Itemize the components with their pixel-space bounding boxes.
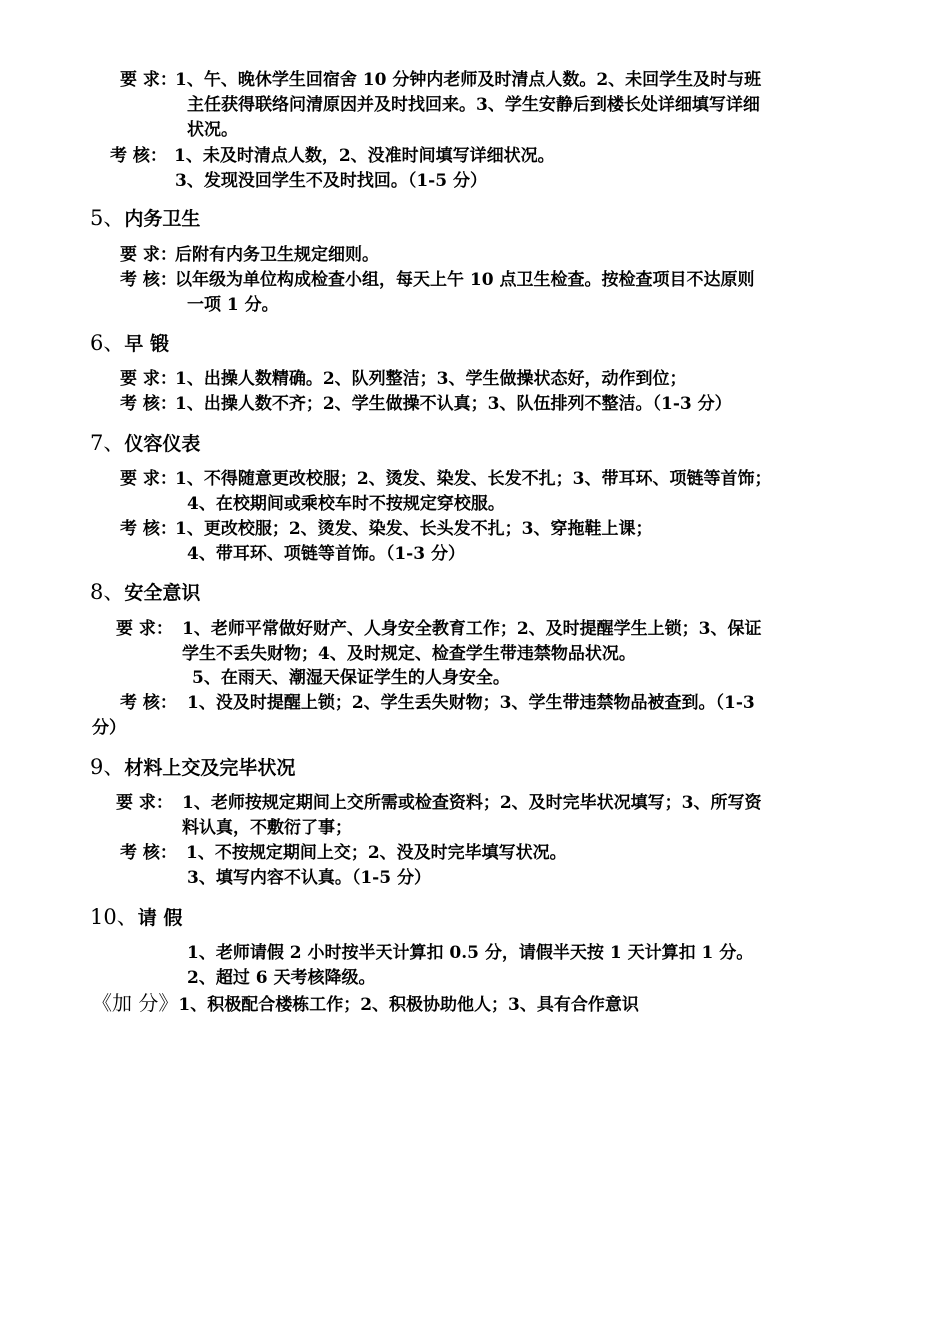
section-number: 7、 bbox=[90, 431, 125, 455]
assessment-text: 分） bbox=[92, 718, 126, 738]
requirement-line bbox=[120, 243, 379, 267]
assessment-text: 3、发现没回学生不及时找回。（1-5 分） bbox=[175, 171, 487, 191]
section-title: 材料上交及完毕状况 bbox=[124, 757, 296, 779]
requirement-text: 主任获得联络问清原因并及时找回来。3、学生安静后到楼长处详细填写详细 bbox=[187, 95, 760, 115]
assessment-line bbox=[120, 691, 755, 715]
requirement-label: 要 求： bbox=[116, 793, 173, 813]
requirement-text: 1、不得随意更改校服；2、烫发、染发、长发不扎；3、带耳环、项链等首饰； bbox=[175, 469, 772, 489]
bonus-text: 1、积极配合楼栋工作；2、积极协助他人；3、具有合作意识 bbox=[178, 995, 639, 1015]
assessment-text: 4、带耳环、项链等首饰。（1-3 分） bbox=[187, 544, 465, 564]
section-heading bbox=[90, 205, 200, 232]
requirement-text: 1、老师按规定期间上交所需或检查资料；2、及时完毕状况填写；3、所写资 bbox=[182, 793, 762, 813]
requirement-text: 料认真，不敷衍了事； bbox=[182, 818, 352, 838]
assessment-label: 考 核： bbox=[120, 394, 177, 414]
section-number: 10、 bbox=[90, 905, 138, 929]
assessment-text: 1、不按规定期间上交；2、没及时完毕填写状况。 bbox=[186, 843, 567, 863]
requirement-text: 5、在雨天、潮湿天保证学生的人身安全。 bbox=[192, 668, 510, 688]
assessment-line bbox=[120, 392, 732, 416]
bonus-label: 《加 分》 bbox=[92, 991, 179, 1015]
section-title: 早 锻 bbox=[124, 333, 169, 355]
requirement-text: 状况。 bbox=[187, 120, 238, 140]
section-heading bbox=[90, 754, 295, 781]
section-number: 9、 bbox=[90, 755, 125, 779]
requirement-line bbox=[116, 791, 761, 815]
assessment-line bbox=[120, 268, 755, 292]
assessment-text: 一项 1 分。 bbox=[187, 295, 279, 315]
requirement-label: 要 求： bbox=[120, 70, 177, 90]
requirement-text: 1、老师平常做好财产、人身安全教育工作；2、及时提醒学生上锁；3、保证 bbox=[182, 619, 762, 639]
requirement-line bbox=[120, 467, 771, 491]
requirement-text: 1、午、晚休学生回宿舍 10 分钟内老师及时清点人数。2、未回学生及时与班 bbox=[175, 70, 762, 90]
requirement-line bbox=[120, 367, 687, 391]
section-title: 仪容仪表 bbox=[124, 433, 201, 455]
assessment-line bbox=[120, 517, 653, 541]
assessment-label: 考 核： bbox=[120, 270, 177, 290]
section-heading bbox=[90, 330, 169, 357]
leave-rule: 1、老师请假 2 小时按半天计算扣 0.5 分，请假半天按 1 天计算扣 1 分。 bbox=[187, 943, 754, 963]
assessment-text: 1、出操人数不齐；2、学生做操不认真；3、队伍排列不整洁。（1-3 分） bbox=[175, 394, 732, 414]
requirement-text: 1、出操人数精确。2、队列整洁；3、学生做操状态好，动作到位； bbox=[175, 369, 687, 389]
requirement-label: 要 求： bbox=[116, 619, 173, 639]
bonus-line bbox=[92, 991, 639, 1017]
assessment-text: 1、更改校服；2、烫发、染发、长头发不扎；3、穿拖鞋上课； bbox=[175, 519, 653, 539]
assessment-line bbox=[110, 144, 555, 168]
section-number: 6、 bbox=[90, 331, 125, 355]
requirement-text: 学生不丢失财物；4、及时规定、检查学生带违禁物品状况。 bbox=[182, 644, 636, 664]
leave-rule: 2、超过 6 天考核降级。 bbox=[187, 968, 376, 988]
section-heading bbox=[90, 430, 200, 457]
assessment-text: 1、未及时清点人数，2、没准时间填写详细状况。 bbox=[174, 146, 555, 166]
section-heading bbox=[90, 904, 182, 931]
assessment-text: 3、填写内容不认真。（1-5 分） bbox=[187, 868, 431, 888]
assessment-text: 以年级为单位构成检查小组，每天上午 10 点卫生检查。按检查项目不达原则 bbox=[175, 270, 755, 290]
section-number: 5、 bbox=[90, 206, 125, 230]
section-heading bbox=[90, 579, 200, 606]
requirement-line bbox=[120, 68, 761, 92]
assessment-label: 考 核： bbox=[120, 693, 177, 713]
requirement-text: 4、在校期间或乘校车时不按规定穿校服。 bbox=[187, 494, 505, 514]
requirement-line bbox=[116, 617, 761, 641]
assessment-label: 考 核： bbox=[110, 146, 167, 166]
requirement-text: 后附有内务卫生规定细则。 bbox=[175, 245, 379, 265]
assessment-label: 考 核： bbox=[120, 843, 177, 863]
section-title: 请 假 bbox=[137, 907, 183, 929]
requirement-label: 要 求： bbox=[120, 369, 177, 389]
section-title: 内务卫生 bbox=[124, 208, 201, 230]
assessment-text: 1、没及时提醒上锁；2、学生丢失财物；3、学生带违禁物品被查到。（1-3 bbox=[187, 693, 755, 713]
section-title: 安全意识 bbox=[124, 582, 201, 604]
assessment-label: 考 核： bbox=[120, 519, 177, 539]
requirement-label: 要 求： bbox=[120, 245, 177, 265]
requirement-label: 要 求： bbox=[120, 469, 177, 489]
section-number: 8、 bbox=[90, 580, 125, 604]
assessment-line bbox=[120, 841, 567, 865]
